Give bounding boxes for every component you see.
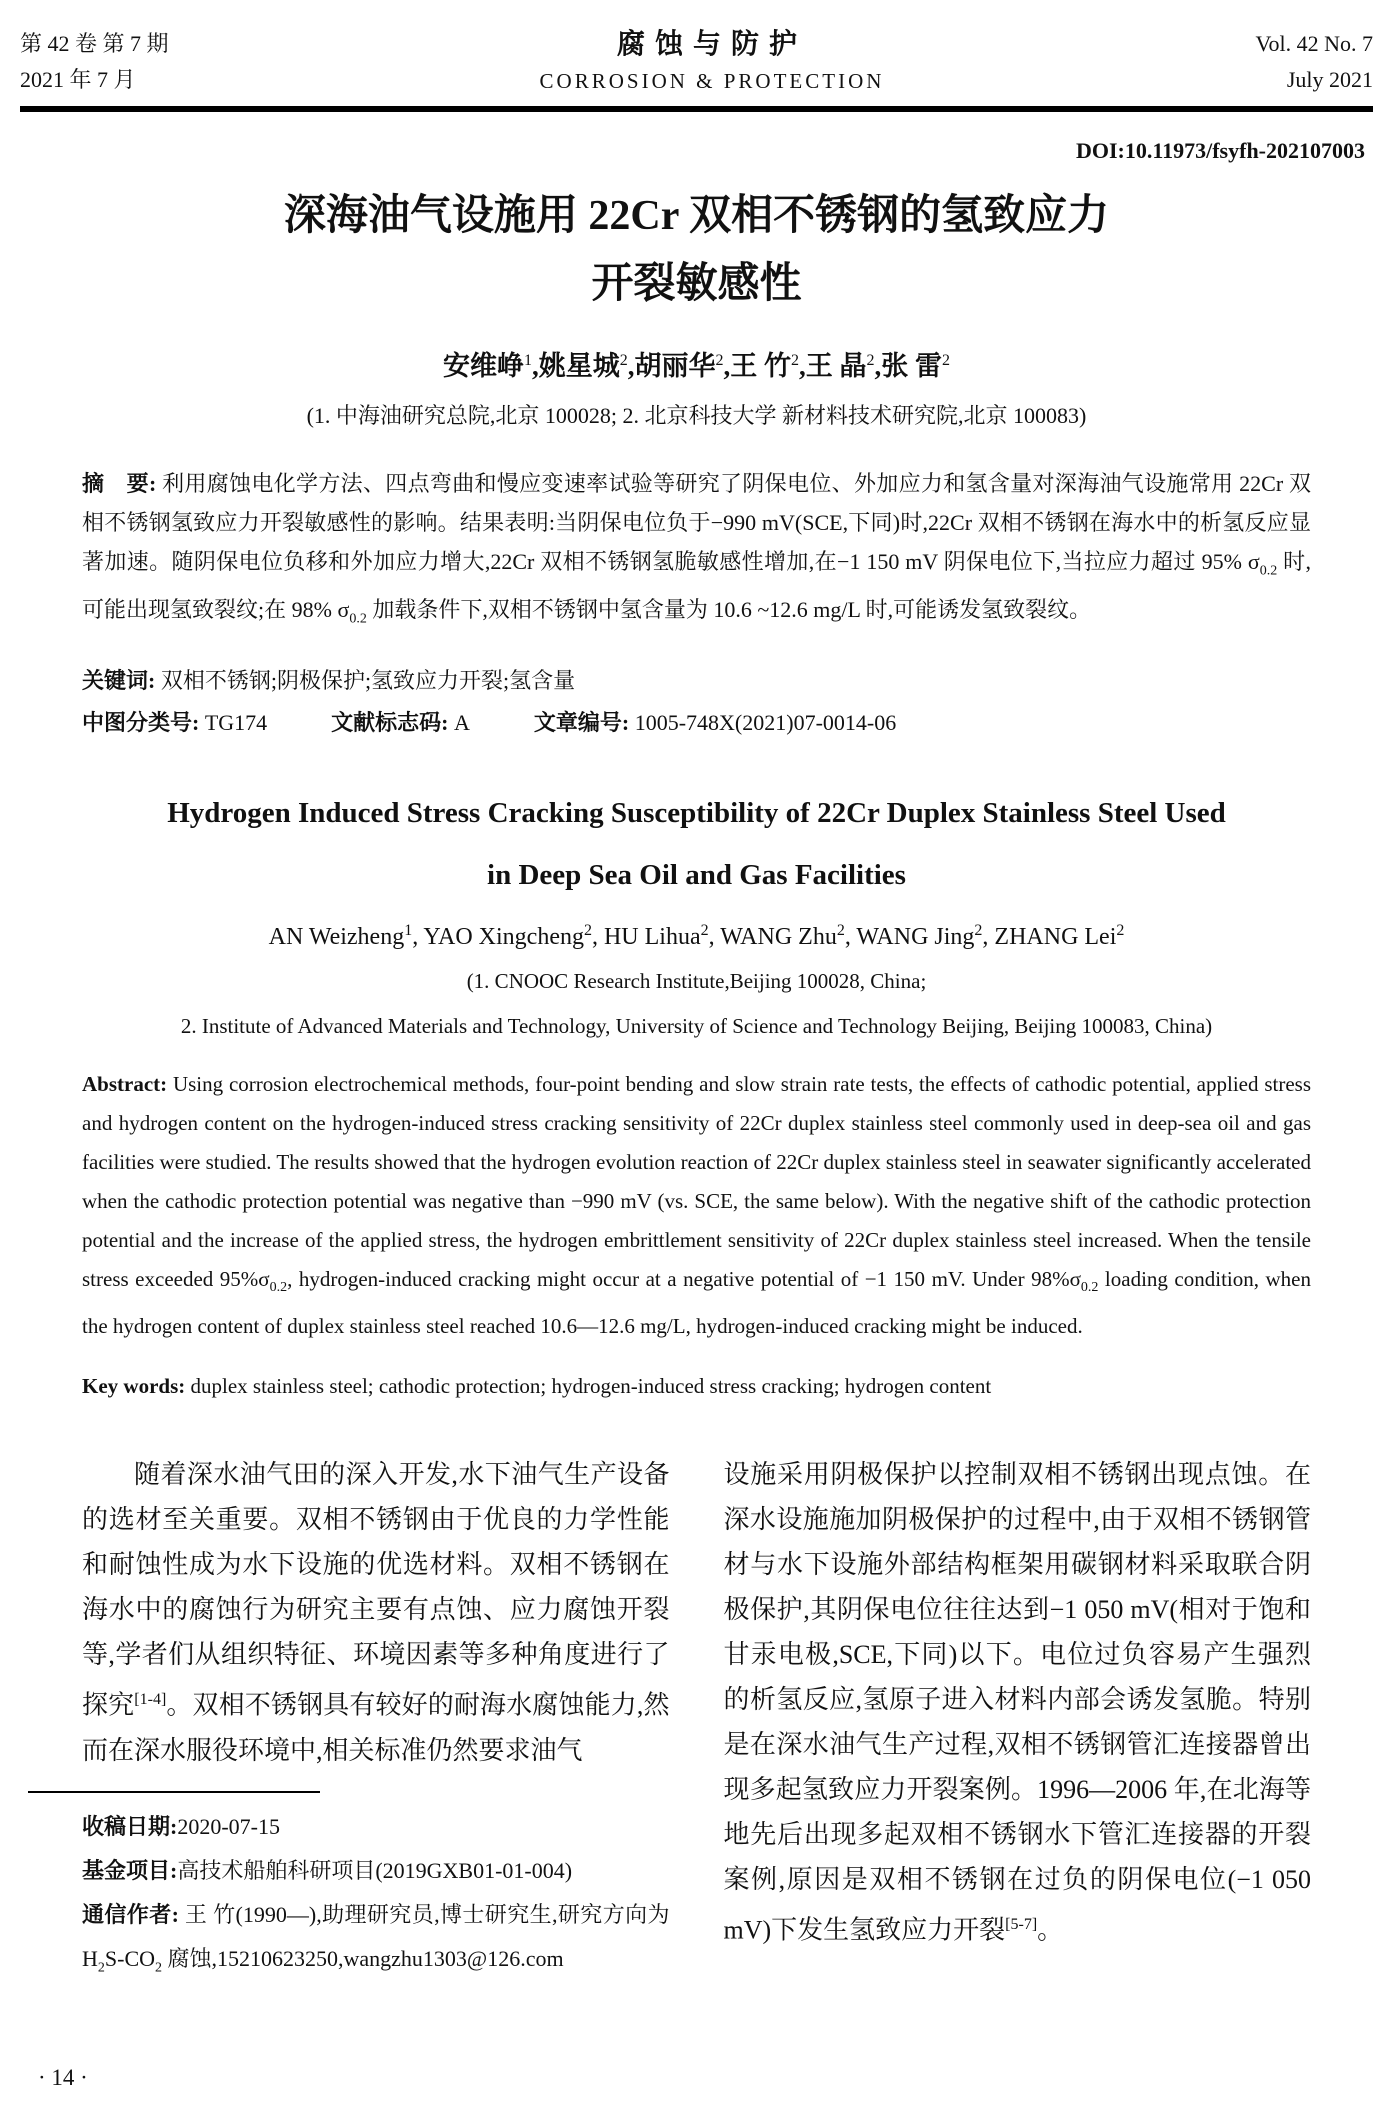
clc-value: TG174: [199, 709, 268, 735]
author-affil-mark: 2: [836, 921, 845, 939]
footnote-block: [82, 1791, 670, 1990]
corresponding-author-text: S-CO: [104, 1945, 156, 1971]
article-id-value: 1005-748X(2021)07-0014-06: [629, 709, 897, 735]
author-affil-mark: 1: [404, 921, 413, 939]
keywords-cn-text: 双相不锈钢;阴极保护;氢致应力开裂;氢含量: [155, 667, 576, 693]
page-number: · 14 ·: [38, 2065, 88, 2090]
author-name: 安维峥: [443, 351, 524, 381]
body-text: 。双相不锈钢具有较好的耐海水腐蚀能力,然而在深水服役环境中,相关标准仍然要求油气: [82, 1690, 670, 1765]
chem-subscript: 2: [155, 1960, 163, 1976]
affiliation-en-line1: (1. CNOOC Research Institute,Beijing 100028, China;: [466, 968, 927, 993]
authors-en: [82, 922, 1311, 951]
clc-label: 中图分类号:: [82, 709, 200, 735]
author-affil-mark: 2: [974, 921, 983, 939]
fund-project-value: 高技术船舶科研项目(2019GXB01-01-004): [177, 1857, 573, 1883]
document-code: [331, 703, 470, 742]
sigma-symbol: σ: [337, 597, 350, 623]
author-name-en: , YAO Xingcheng: [412, 923, 584, 950]
author-affil-mark: 2: [1116, 921, 1125, 939]
article-title-cn-line2: 开裂敏感性: [591, 261, 802, 307]
corresponding-author-label: 通信作者:: [82, 1901, 179, 1927]
sigma-symbol: σ: [1069, 1266, 1081, 1291]
abstract-cn-label: 摘 要:: [82, 471, 157, 496]
masthead-rule: [20, 106, 1373, 112]
author-name-en: , WANG Zhu: [708, 923, 837, 950]
author-name-en: , HU Lihua: [591, 923, 701, 950]
received-date-value: 2020-07-15: [177, 1813, 280, 1839]
keywords-en: [82, 1367, 1311, 1406]
author-name: ,王 晶: [799, 351, 867, 381]
doi-line: DOI:10.11973/fsyfh-202107003: [1075, 138, 1365, 163]
author-name-en: , ZHANG Lei: [982, 923, 1117, 950]
affiliations-cn: (1. 中海油研究总院,北京 100028; 2. 北京科技大学 新材料技术研究院,北京 100083): [306, 403, 1087, 428]
journal-masthead: [20, 26, 1373, 98]
classification-line: [82, 703, 1311, 742]
body-paragraph: [724, 1452, 1312, 1953]
volume-issue-cn: 第 42 卷 第 7 期: [20, 31, 169, 56]
author-affil-mark: 2: [715, 352, 724, 369]
abstract-cn-text: 加载条件下,双相不锈钢中氢含量为 10.6 ~12.6 mg/L 时,可能诱发氢致裂纹。: [366, 597, 1092, 623]
sigma-subscript: 0.2: [349, 611, 367, 627]
article-title-cn-line1: 深海油气设施用 22Cr 双相不锈钢的氢致应力: [283, 193, 1110, 239]
received-date-label: 收稿日期:: [82, 1813, 178, 1839]
abstract-cn: [82, 464, 1311, 639]
masthead-issue-info: [20, 26, 169, 98]
author-affil-mark: 2: [619, 352, 628, 369]
author-name-en: AN Weizheng: [268, 923, 405, 950]
article-title-cn: [82, 182, 1311, 318]
sigma-subscript: 0.2: [269, 1279, 288, 1295]
author-name: ,张 雷: [874, 351, 942, 381]
volume-issue-en: Vol. 42 No. 7: [1255, 31, 1373, 56]
body-right-column: [724, 1452, 1312, 1990]
corresponding-author-text: 腐蚀,15210623250,wangzhu1303@126.com: [162, 1945, 564, 1971]
keywords-en-text: duplex stainless steel; cathodic protection; hydrogen-induced stress cracking; hydrogen content: [185, 1373, 992, 1398]
date-en: July 2021: [1286, 67, 1373, 92]
sigma-subscript: 0.2: [1080, 1279, 1099, 1295]
author-affil-mark: 2: [791, 352, 799, 369]
journal-title-cn: 腐蚀与防护: [616, 29, 807, 60]
fund-project-label: 基金项目:: [82, 1857, 178, 1883]
corresponding-author-text: 王 竹(1990—),助理研究员,博士研究生,研究方向为 H: [82, 1901, 670, 1971]
authors-cn: [82, 344, 1311, 383]
sigma-symbol: σ: [1247, 549, 1260, 574]
author-affil-mark: 2: [700, 921, 709, 939]
sigma-subscript: 0.2: [1259, 563, 1278, 579]
abstract-en: [82, 1065, 1311, 1346]
author-affil-mark: 2: [942, 352, 950, 369]
abstract-cn-text: 利用腐蚀电化学方法、四点弯曲和慢应变速率试验等研究了阴保电位、外加应力和氢含量对深海油气设施常用 22Cr 双相不锈钢氢致应力开裂敏感性的影响。结果表明:当阴保电位负于−990 mV(SCE,下同)时,22Cr 双相不锈钢在海水中的析氢反应显著加速。随阴保电位负移和外加应力增大,22Cr 双相不锈钢氢脆敏感性增加,在−1 150 mV 阴保电位下,当拉应力超过 95%: [82, 471, 1311, 574]
article-id: [534, 703, 896, 742]
journal-title-en: CORROSION & PROTECTION: [539, 69, 885, 93]
body-text: 随着深水油气田的深入开发,水下油气生产设备的选材至关重要。双相不锈钢由于优良的力学性能和耐蚀性成为水下设施的优选材料。双相不锈钢在海水中的腐蚀行为研究主要有点蚀、应力腐蚀开裂等,学者们从组织特征、环境因素等多种角度进行了探究: [82, 1459, 670, 1720]
date-cn: 2021 年 7 月: [20, 67, 136, 92]
masthead-volume-info: [1255, 26, 1373, 98]
author-name: ,姚星城: [532, 351, 620, 381]
abstract-en-label: Abstract:: [82, 1071, 168, 1096]
masthead-journal-name: [540, 26, 885, 98]
fund-project-line: [82, 1849, 670, 1893]
abstract-en-text: , hydrogen-induced cracking might occur at a negative potential of −1 150 mV. Under 98%: [287, 1266, 1070, 1291]
abstract-en-text: Using corrosion electrochemical methods, four-point bending and slow strain rate tests, the effects of cathodic potential, applied stress and hydrogen content on the hydrogen-induced stress cracking sensitivity of 22Cr duplex stainless steel commonly used in deep-sea oil and gas facilities were studied. The results showed that the hydrogen evolution reaction of 22Cr duplex stainless steel in seawater significantly accelerated when the cathodic protection potential was negative than −990 mV (vs. SCE, the same below). With the negative shift of the cathodic protection potential and the increase of the applied stress, the hydrogen embrittlement sensitivity of 22Cr duplex stainless steel increased. When the tensile stress exceeded 95%: [82, 1071, 1311, 1291]
affiliation-en-line2: 2. Institute of Advanced Materials and Technology, University of Science and Technology Beijing, Beijing 100083, China): [180, 1013, 1213, 1038]
sigma-symbol: σ: [258, 1266, 270, 1291]
body-columns: [82, 1452, 1311, 1990]
footnote-rule: [28, 1791, 320, 1793]
author-name-en: , WANG Jing: [844, 923, 975, 950]
body-left-column: [82, 1452, 670, 1990]
corresponding-author-line: [82, 1893, 670, 1990]
abstract-cn-text: 时,可能出现氢致裂纹;在 98%: [82, 549, 1311, 623]
chem-subscript: 2: [97, 1960, 105, 1976]
received-date-line: [82, 1805, 670, 1849]
citation-marker: [1-4]: [134, 1690, 167, 1708]
clc-number: [82, 703, 267, 742]
abstract-en-text: loading condition, when the hydrogen content of duplex stainless steel reached 10.6—12.6 mg/L, hydrogen-induced cracking might be induced.: [82, 1266, 1311, 1338]
keywords-cn-label: 关键词:: [82, 667, 156, 693]
citation-marker: [5-7]: [1005, 1915, 1038, 1933]
article-id-label: 文章编号:: [533, 709, 630, 735]
body-paragraph: [82, 1452, 670, 1773]
keywords-cn: [82, 661, 1311, 700]
document-code-label: 文献标志码:: [331, 709, 449, 735]
document-code-value: A: [448, 709, 470, 735]
author-affil-mark: 2: [583, 921, 592, 939]
affiliations-en: [82, 959, 1311, 1049]
body-text: 设施采用阴极保护以控制双相不锈钢出现点蚀。在深水设施施加阴极保护的过程中,由于双相不锈钢管材与水下设施外部结构框架用碳钢材料采取联合阴极保护,其阴保电位往往达到−1 050 mV(相对于饱和甘汞电极,SCE,下同)以下。电位过负容易产生强烈的析氢反应,氢原子进入材料内部会诱发氢脆。特别是在深水油气生产过程,双相不锈钢管汇连接器曾出现多起氢致应力开裂案例。1996—2006 年,在北海等地先后出现多起双相不锈钢水下管汇连接器的开裂案例,原因是双相不锈钢在过负的阴保电位(−1 050 mV)下发生氢致应力开裂: [723, 1459, 1311, 1945]
author-name: ,胡丽华: [627, 351, 716, 381]
keywords-en-label: Key words:: [82, 1373, 186, 1398]
author-name: ,王 竹: [723, 351, 791, 381]
article-title-en-line1: Hydrogen Induced Stress Cracking Susceptibility of 22Cr Duplex Stainless Steel Used: [167, 796, 1226, 829]
article-title-en-line2: in Deep Sea Oil and Gas Facilities: [487, 858, 906, 891]
article-title-en: [82, 782, 1311, 906]
author-affil-mark: 2: [866, 352, 875, 369]
author-affil-mark: 1: [524, 352, 532, 369]
body-text: 。: [1037, 1915, 1064, 1945]
